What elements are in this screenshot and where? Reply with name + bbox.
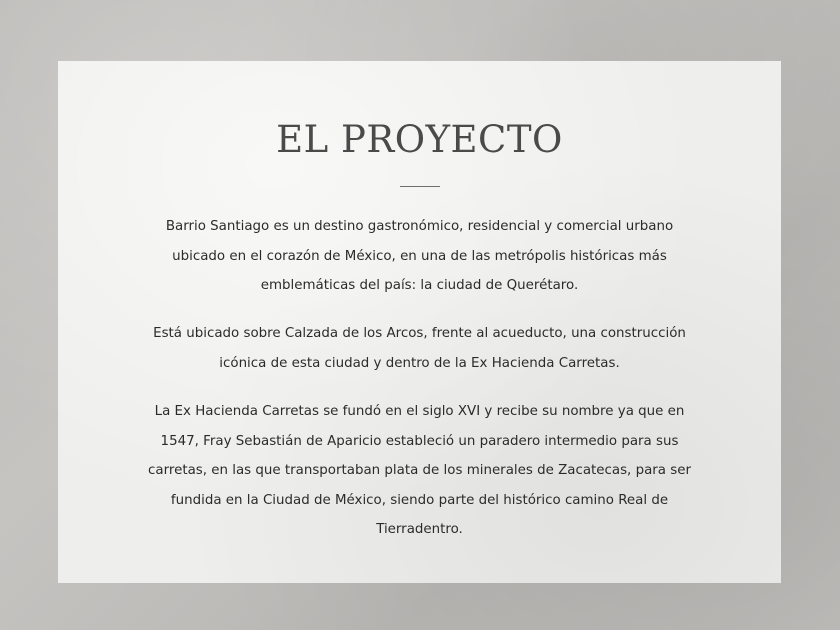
paragraph-line: emblemáticas del país: la ciudad de Querétaro.: [260, 278, 579, 293]
project-card: [58, 61, 781, 583]
paragraph-line: icónica de esta ciudad y dentro de la Ex Hacienda Carretas.: [219, 355, 620, 371]
intro-paragraph: [118, 212, 721, 301]
section-title: EL PROYECTO: [276, 118, 563, 161]
paragraph-line: fundida en la Ciudad de México, siendo parte del histórico camino Real de: [170, 492, 669, 508]
paragraph-line: Barrio Santiago es un destino gastronómico, residencial y comercial urbano: [165, 219, 674, 234]
history-paragraph: [118, 397, 721, 545]
paragraph-line: Está ubicado sobre Calzada de los Arcos, frente al acueducto, una construcción: [153, 326, 686, 341]
paragraph-line: La Ex Hacienda Carretas se fundó en el siglo XVI y recibe su nombre ya que en: [154, 404, 685, 419]
paragraph-line: Tierradentro.: [376, 522, 463, 537]
paragraph-line: carretas, en las que transportaban plata de los minerales de Zacatecas, para ser: [148, 463, 691, 478]
title-divider: [400, 186, 440, 187]
paragraph-line: 1547, Fray Sebastián de Aparicio estableció un paradero intermedio para sus: [160, 433, 679, 449]
paragraph-line: ubicado en el corazón de México, en una de las metrópolis históricas más: [172, 248, 667, 264]
location-paragraph: [118, 319, 721, 378]
